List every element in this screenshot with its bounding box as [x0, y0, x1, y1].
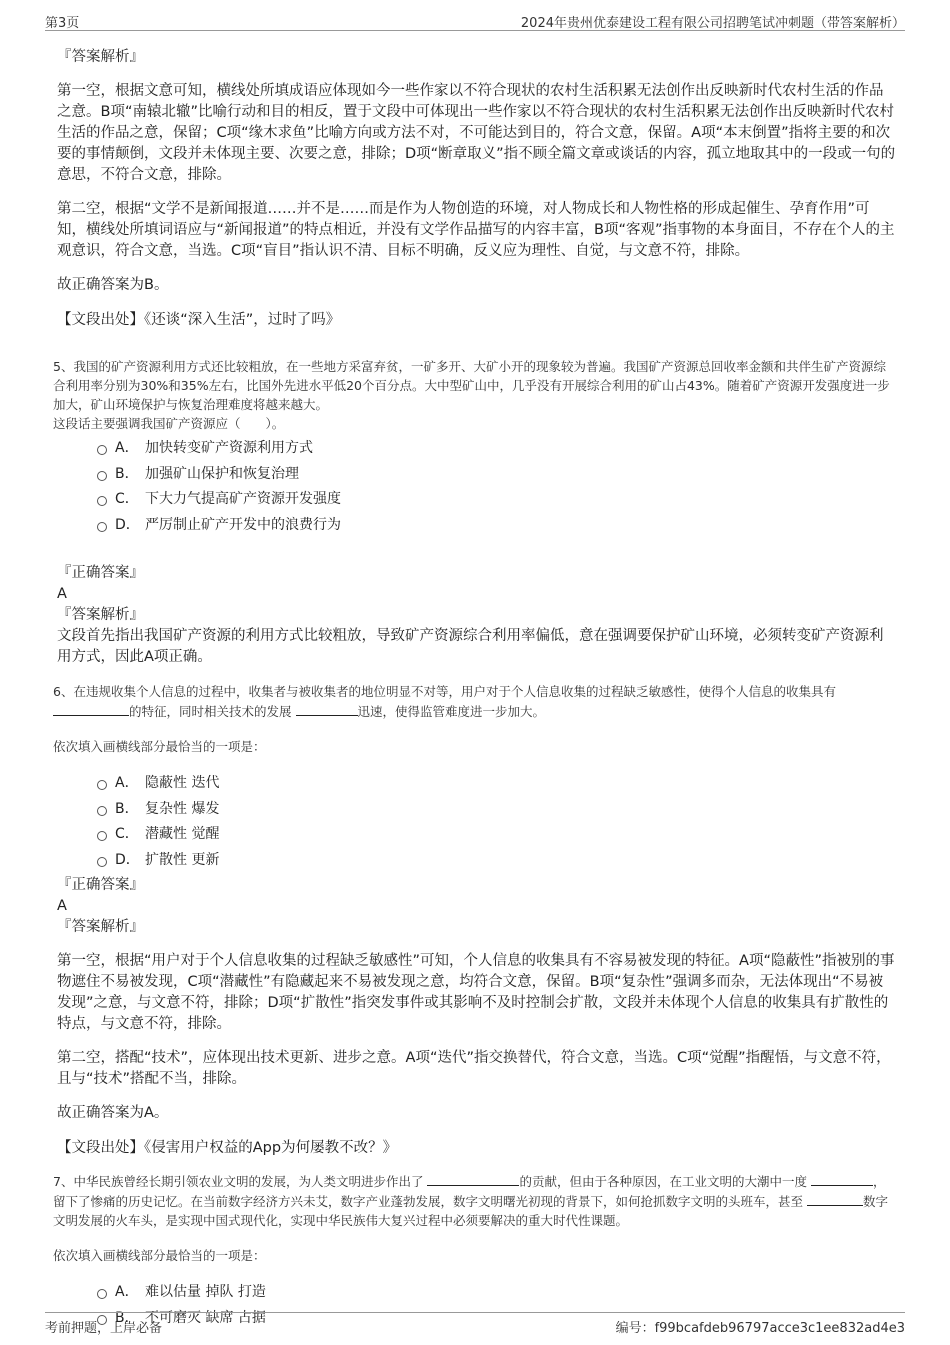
correct-answer: A	[57, 586, 67, 602]
page-number: 第3页	[45, 16, 80, 31]
footer-slogan: 考前押题，上岸必备	[45, 1321, 163, 1336]
fill-blank	[811, 1171, 873, 1186]
fill-blank	[427, 1171, 519, 1186]
option-c[interactable]: C． 下大力气提高矿产资源开发强度	[97, 487, 897, 513]
conclusion: 故正确答案为A。	[57, 1105, 169, 1121]
radio-icon[interactable]	[97, 496, 107, 506]
radio-icon[interactable]	[97, 1289, 107, 1299]
option-b[interactable]: B． 不可磨灭 缺席 占据	[97, 1306, 897, 1332]
option-b[interactable]: B． 复杂性 爆发	[97, 797, 897, 823]
document-title: 2024年贵州优泰建设工程有限公司招聘笔试冲刺题（带答案解析）	[520, 16, 905, 31]
question-stem: 6、在违规收集个人信息的过程中，收集者与被收集者的地位明显不对等，用户对于个人信息收集的过程缺乏敏感性，使得个人信息的收集具有的特征，同时相关技术的发展 迅速，使得监管难度进一步加大。	[53, 684, 836, 719]
analysis-paragraph: 文段首先指出我国矿产资源的利用方式比较粗放，导致矿产资源综合利用率偏低，意在强调要保护矿山环境，必须转变矿产资源利用方式，因此A项正确。	[57, 628, 884, 665]
option-a[interactable]: A． 加快转变矿产资源利用方式	[97, 436, 897, 462]
question-ask: 这段话主要强调我国矿产资源应（ ）。	[53, 416, 285, 431]
page-content	[53, 44, 897, 1331]
fill-blank	[807, 1191, 863, 1206]
analysis-paragraph: 第一空，根据文意可知，横线处所填成语应体现如今一些作家以不符合现状的农村生活积累无法创作出反映新时代农村生活的作品之意。B项“南辕北辙”比喻行动和目的相反，置于文段中可体现出一些作家以不符合现状的农村生活积累无法创作出反映新时代农村生活的作品之意，保留；C项“缘木求鱼”比喻方向或方法不对，不可能达到目的，符合文意，保留。A项“本末倒置”指将主要的和次要的事情颠倒，文段并未体现主要、次要之意，排除；D项“断章取义”指不顾全篇文章或谈话的内容，孤立地取其中的一段或一句的意思，不符合文意，排除。	[57, 83, 896, 183]
analysis-label: 『答案解析』	[57, 607, 144, 623]
analysis-paragraph: 第二空，根据“文学不是新闻报道……并不是……而是作为人物创造的环境，对人物成长和人物性格的形成起催生、孕育作用”可知，横线处所填词语应与“新闻报道”的特点相近，并没有文学作品描写的内容丰富，B项“客观”指事物的本身面目，不存在个人的主观意识，符合文意，当选。C项“盲目”指认识不清、目标不明确，反义应为理性、自觉，与文意不符，排除。	[57, 201, 895, 259]
radio-icon[interactable]	[97, 831, 107, 841]
question-ask: 依次填入画横线部分最恰当的一项是：	[53, 1248, 266, 1263]
radio-icon[interactable]	[97, 857, 107, 867]
radio-icon[interactable]	[97, 471, 107, 481]
conclusion: 故正确答案为B。	[57, 277, 169, 293]
option-a[interactable]: A． 隐蔽性 迭代	[97, 771, 897, 797]
radio-icon[interactable]	[97, 445, 107, 455]
question-ask: 依次填入画横线部分最恰当的一项是：	[53, 739, 266, 754]
option-list	[97, 771, 897, 873]
analysis-paragraph: 第二空，搭配“技术”，应体现出技术更新、进步之意。A项“迭代”指交换替代，符合文意，当选。C项“觉醒”指醒悟，与文意不符，且与“技术”搭配不当，排除。	[57, 1050, 891, 1087]
option-b[interactable]: B． 加强矿山保护和恢复治理	[97, 462, 897, 488]
question-stem: 5、我国的矿产资源利用方式还比较粗放，在一些地方采富弃贫，一矿多开、大矿小开的现象较为普遍。我国矿产资源总回收率金额和共伴生矿产资源综合利用率分别为30%和35%左右，比国外先进水平低20个百分点。大中型矿山中，几乎没有开展综合利用的矿山占43%。随着矿产资源开发强度进一步加大，矿山环境保护与恢复治理难度将越来越大。	[53, 359, 890, 412]
document-id: 编号：f99bcafdeb96797acce3c1ee832ad4e3	[615, 1321, 905, 1336]
option-a[interactable]: A． 难以估量 掉队 打造	[97, 1280, 897, 1306]
option-d[interactable]: D． 扩散性 更新	[97, 848, 897, 874]
fill-blank	[53, 701, 129, 716]
option-list	[97, 436, 897, 538]
option-c[interactable]: C． 潜藏性 觉醒	[97, 822, 897, 848]
question-stem: 7、中华民族曾经长期引领农业文明的发展，为人类文明进步作出了 的贡献，但由于各种原因，在工业文明的大潮中一度 ，留下了惨痛的历史记忆。在当前数字经济方兴未艾，数字产业蓬勃发展，数字文明曙光初现的背景下，如何抢抓数字文明的头班车，甚至 数字文明发展的火车头，是实现中国式现代化，实现中华民族伟大复兴过程中必须要解决的重大时代性课题。	[53, 1171, 897, 1230]
passage-source: 【文段出处】《侵害用户权益的App为何屡教不改？》	[57, 1140, 398, 1156]
analysis-paragraph: 第一空，根据“用户对于个人信息收集的过程缺乏敏感性”可知，个人信息的收集具有不容易被发现的特征。A项“隐蔽性”指被别的事物遮住不易被发现，C项“潜藏性”有隐藏起来不易被发现之意，均符合文意，保留。B项“复杂性”强调多而杂，无法体现出“不易被发现”之意，与文意不符，排除；D项“扩散性”指突发事件或其影响不及时控制会扩散，文段并未体现个人信息的收集具有扩散性的特点，与文意不符，排除。	[57, 953, 895, 1032]
fill-blank	[296, 701, 358, 716]
option-d[interactable]: D． 严厉制止矿产开发中的浪费行为	[97, 513, 897, 539]
page-header	[45, 10, 905, 31]
analysis-label: 『答案解析』	[57, 49, 144, 65]
page-footer	[45, 1312, 905, 1336]
correct-answer-label: 『正确答案』	[57, 565, 144, 581]
passage-source: 【文段出处】《还谈“深入生活”，过时了吗》	[57, 312, 341, 328]
radio-icon[interactable]	[97, 806, 107, 816]
correct-answer: A	[57, 898, 67, 914]
radio-icon[interactable]	[97, 522, 107, 532]
analysis-label: 『答案解析』	[57, 919, 144, 935]
correct-answer-label: 『正确答案』	[57, 877, 144, 893]
radio-icon[interactable]	[97, 780, 107, 790]
